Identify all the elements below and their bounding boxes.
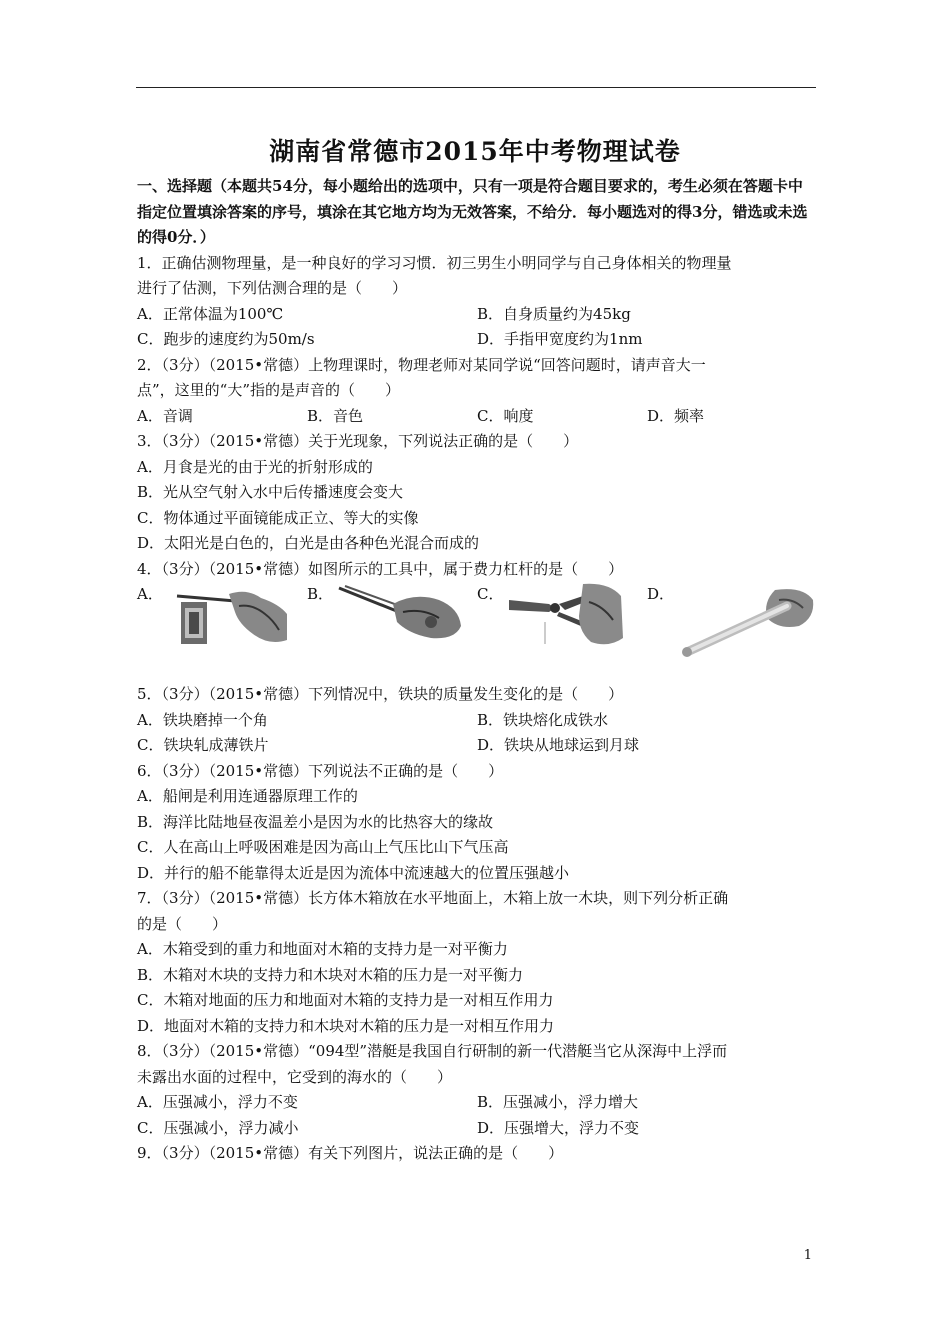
- option-c: C．物体通过平面镜能成正立、等大的实像: [137, 508, 419, 527]
- question-stem: 6．（3分）（2015•常德）下列说法不正确的是（ ）: [137, 761, 504, 780]
- option-c: C．跑步的速度约为50m/s: [137, 330, 315, 348]
- option-c: C．压强减小，浮力减小: [137, 1118, 299, 1137]
- option-b: B．压强减小，浮力增大: [477, 1093, 639, 1111]
- question-2: [137, 353, 817, 430]
- question-stem: 8．（3分）（2015•常德）“094型”潜艇是我国自行研制的新一代潜艇当它从深海中上浮而: [137, 1042, 728, 1060]
- question-stem: 点”，这里的“大”指的是声音的（ ）: [137, 381, 401, 399]
- options-row: [137, 302, 817, 328]
- question-6: [137, 759, 817, 887]
- option-c: C．铁块轧成薄铁片: [137, 736, 269, 754]
- pliers-photo-icon: [505, 582, 625, 650]
- options-row: [137, 327, 817, 353]
- option-a: A．月食是光的由于光的折射形成的: [137, 457, 373, 476]
- option-d: D．铁块从地球运到月球: [477, 736, 640, 754]
- question-stem: 未露出水面的过程中，它受到的海水的（ ）: [137, 1067, 453, 1086]
- question-8: [137, 1039, 817, 1141]
- option-d: D．频率: [647, 406, 705, 425]
- option-a: A．正常体温为100℃: [137, 304, 284, 323]
- option-d: D．: [647, 585, 675, 603]
- options-row: [137, 404, 817, 430]
- option-b: B．铁块熔化成铁水: [477, 710, 609, 729]
- question-stem: 2．（3分）（2015•常德）上物理课时，物理老师对某同学说“回答问题时，请声音大一: [137, 355, 706, 374]
- question-stem: 3．（3分）（2015•常德）关于光现象，下列说法正确的是（ ）: [137, 432, 579, 450]
- option-d: D．太阳光是白色的，白光是由各种色光混合而成的: [137, 534, 480, 552]
- header-rule: [136, 87, 816, 88]
- section-heading: 一、选择题（本题共54分，每小题给出的选项中，只有一项是符合题目要求的，考生必须在答题卡中指定位置填涂答案的序号，填涂在其它地方均为无效答案，不给分．每小题选对的得3分，错选或未选的得0分．）: [137, 177, 808, 246]
- option-c: C．人在高山上呼吸困难是因为高山上气压比山下气压高: [137, 838, 509, 856]
- tool-images-row: [137, 582, 817, 682]
- question-stem: 5．（3分）（2015•常德）下列情况中，铁块的质量发生变化的是（ ）: [137, 685, 624, 703]
- question-stem: 7．（3分）（2015•常德）长方体木箱放在水平地面上，木箱上放一木块，则下列分析正确: [137, 889, 729, 907]
- question-stem: 1．正确估测物理量，是一种良好的学习习惯．初三男生小明同学与自己身体相关的物理量: [137, 253, 732, 272]
- question-1: [137, 251, 817, 353]
- question-5: [137, 682, 817, 759]
- question-stem: 进行了估测，下列估测合理的是（ ）: [137, 279, 408, 297]
- option-a: A．压强减小，浮力不变: [137, 1093, 298, 1111]
- option-b: B．木箱对木块的支持力和木块对木箱的压力是一对平衡力: [137, 965, 524, 984]
- question-7: [137, 886, 817, 1039]
- bottle-opener-photo-icon: [169, 584, 291, 646]
- tweezers-photo-icon: [335, 582, 465, 642]
- option-d: D．手指甲宽度约为1nm: [477, 330, 643, 348]
- options-row: [137, 708, 817, 734]
- question-3: [137, 429, 817, 557]
- options-row: [137, 1090, 817, 1116]
- page-title: 湖南省常德市2015年中考物理试卷: [269, 137, 681, 166]
- page-number: 1: [803, 1248, 812, 1263]
- option-c: C．木箱对地面的压力和地面对木箱的支持力是一对相互作用力: [137, 991, 554, 1009]
- options-row: [137, 733, 817, 759]
- option-b: B．海洋比陆地昼夜温差小是因为水的比热容大的缘故: [137, 812, 494, 831]
- option-a: A．木箱受到的重力和地面对木箱的支持力是一对平衡力: [137, 940, 508, 958]
- option-a: A．船闸是利用连通器原理工作的: [137, 787, 358, 805]
- option-c: C．响度: [477, 406, 534, 425]
- question-9: [137, 1141, 817, 1167]
- option-a: A．: [137, 585, 163, 603]
- option-a: A．铁块磨掉一个角: [137, 710, 268, 729]
- option-a: A．音调: [137, 406, 193, 425]
- option-c: C．: [477, 585, 504, 603]
- option-b: B．自身质量约为45kg: [477, 304, 631, 323]
- question-stem: 的是（ ）: [137, 914, 228, 933]
- question-stem: 4．（3分）（2015•常德）如图所示的工具中，属于费力杠杆的是（ ）: [137, 559, 624, 578]
- option-d: D．压强增大，浮力不变: [477, 1118, 640, 1137]
- options-row: [137, 1116, 817, 1142]
- exam-content: [137, 174, 817, 1167]
- question-4: [137, 557, 817, 683]
- option-d: D．并行的船不能靠得太近是因为流体中流速越大的位置压强越小: [137, 863, 570, 882]
- option-b: B．音色: [307, 406, 364, 425]
- option-b: B．: [307, 585, 334, 603]
- lever-rod-photo-icon: [675, 582, 815, 662]
- question-stem: 9．（3分）（2015•常德）有关下列图片，说法正确的是（ ）: [137, 1144, 564, 1162]
- option-b: B．光从空气射入水中后传播速度会变大: [137, 483, 404, 501]
- option-d: D．地面对木箱的支持力和木块对木箱的压力是一对相互作用力: [137, 1016, 555, 1035]
